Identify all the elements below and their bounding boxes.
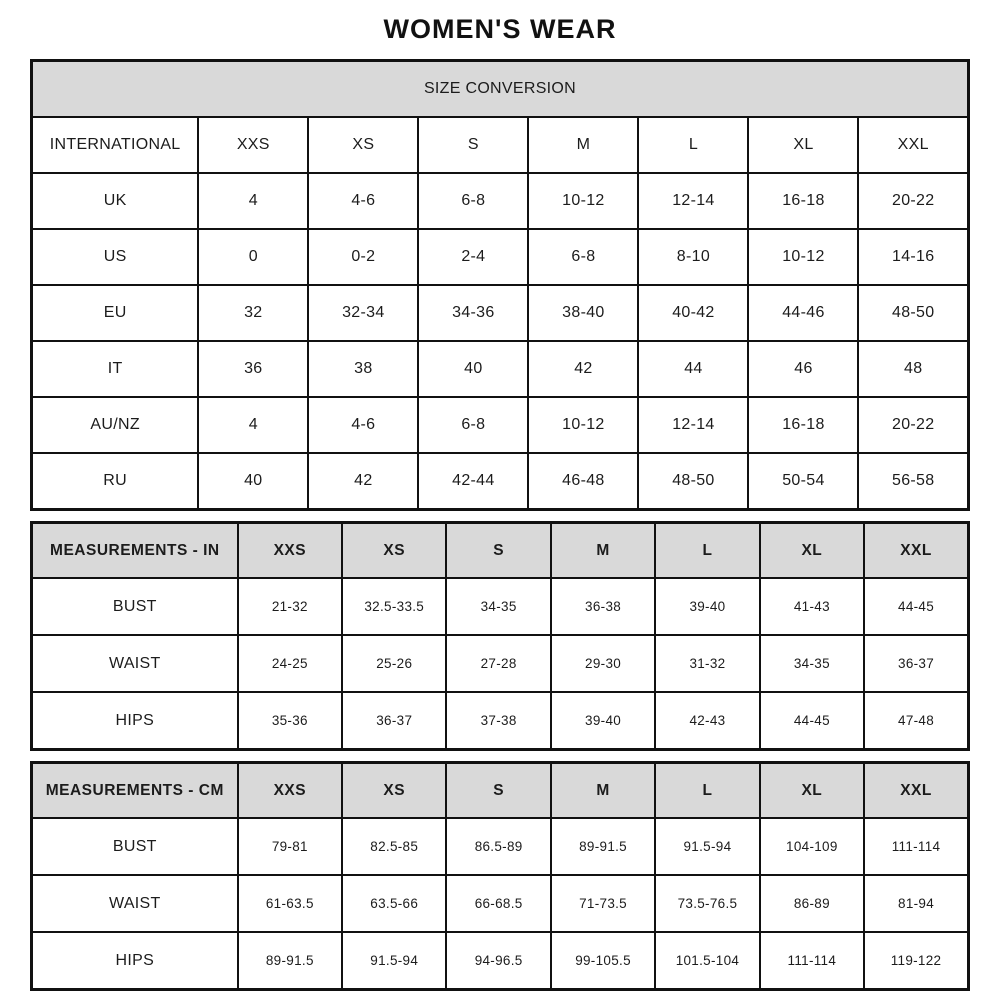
data-cell: 48-50 <box>858 285 968 341</box>
data-cell: 10-12 <box>528 397 638 453</box>
table-row <box>32 818 969 875</box>
column-header: S <box>446 763 550 819</box>
data-cell: 50-54 <box>748 453 858 510</box>
data-cell: 34-35 <box>760 635 864 692</box>
data-cell: 48 <box>858 341 968 397</box>
column-header: XXS <box>198 117 308 173</box>
column-header: XXL <box>858 117 968 173</box>
column-header: XXS <box>238 523 342 579</box>
column-header: L <box>638 117 748 173</box>
row-label: US <box>32 229 199 285</box>
table-row <box>32 285 969 341</box>
data-cell: 42 <box>528 341 638 397</box>
data-cell: 35-36 <box>238 692 342 750</box>
column-header: MEASUREMENTS - IN <box>32 523 238 579</box>
data-cell: 47-48 <box>864 692 968 750</box>
data-cell: 36-38 <box>551 578 655 635</box>
data-cell: 104-109 <box>760 818 864 875</box>
data-cell: 48-50 <box>638 453 748 510</box>
data-cell: 31-32 <box>655 635 759 692</box>
row-label: WAIST <box>32 875 238 932</box>
data-cell: 46 <box>748 341 858 397</box>
measurements-in-header-row <box>32 523 969 579</box>
data-cell: 34-35 <box>446 578 550 635</box>
data-cell: 2-4 <box>418 229 528 285</box>
table-row <box>32 692 969 750</box>
data-cell: 94-96.5 <box>446 932 550 990</box>
data-cell: 20-22 <box>858 397 968 453</box>
column-header: S <box>418 117 528 173</box>
table-row <box>32 578 969 635</box>
table-row <box>32 453 969 510</box>
data-cell: 6-8 <box>418 397 528 453</box>
row-label: UK <box>32 173 199 229</box>
data-cell: 10-12 <box>528 173 638 229</box>
row-label: IT <box>32 341 199 397</box>
column-header: L <box>655 523 759 579</box>
data-cell: 71-73.5 <box>551 875 655 932</box>
column-header: S <box>446 523 550 579</box>
data-cell: 39-40 <box>551 692 655 750</box>
data-cell: 89-91.5 <box>551 818 655 875</box>
column-header: XS <box>308 117 418 173</box>
column-header: XS <box>342 763 446 819</box>
column-header: L <box>655 763 759 819</box>
tables-container <box>30 59 970 991</box>
table-row <box>32 875 969 932</box>
column-header: XL <box>748 117 858 173</box>
column-header: XXL <box>864 763 968 819</box>
data-cell: 44-45 <box>864 578 968 635</box>
data-cell: 42-43 <box>655 692 759 750</box>
data-cell: 99-105.5 <box>551 932 655 990</box>
data-cell: 63.5-66 <box>342 875 446 932</box>
table-row <box>32 341 969 397</box>
data-cell: 4 <box>198 173 308 229</box>
data-cell: 44-45 <box>760 692 864 750</box>
data-cell: 42 <box>308 453 418 510</box>
data-cell: 44-46 <box>748 285 858 341</box>
data-cell: 119-122 <box>864 932 968 990</box>
data-cell: 44 <box>638 341 748 397</box>
column-header: XS <box>342 523 446 579</box>
data-cell: 0 <box>198 229 308 285</box>
table-row <box>32 229 969 285</box>
row-label: BUST <box>32 818 238 875</box>
column-header: XXS <box>238 763 342 819</box>
data-cell: 8-10 <box>638 229 748 285</box>
data-cell: 14-16 <box>858 229 968 285</box>
column-header: MEASUREMENTS - CM <box>32 763 238 819</box>
data-cell: 38-40 <box>528 285 638 341</box>
data-cell: 12-14 <box>638 173 748 229</box>
data-cell: 86.5-89 <box>446 818 550 875</box>
data-cell: 25-26 <box>342 635 446 692</box>
data-cell: 32 <box>198 285 308 341</box>
measurements-cm-table <box>30 761 970 991</box>
data-cell: 6-8 <box>528 229 638 285</box>
data-cell: 34-36 <box>418 285 528 341</box>
data-cell: 29-30 <box>551 635 655 692</box>
column-header: XL <box>760 763 864 819</box>
data-cell: 36 <box>198 341 308 397</box>
data-cell: 36-37 <box>342 692 446 750</box>
measurements-cm-header-row <box>32 763 969 819</box>
column-header: M <box>528 117 638 173</box>
data-cell: 0-2 <box>308 229 418 285</box>
data-cell: 4 <box>198 397 308 453</box>
data-cell: 82.5-85 <box>342 818 446 875</box>
data-cell: 36-37 <box>864 635 968 692</box>
data-cell: 39-40 <box>655 578 759 635</box>
row-label: HIPS <box>32 932 238 990</box>
data-cell: 40 <box>418 341 528 397</box>
data-cell: 16-18 <box>748 173 858 229</box>
column-header: M <box>551 763 655 819</box>
data-cell: 91.5-94 <box>655 818 759 875</box>
row-label: HIPS <box>32 692 238 750</box>
data-cell: 111-114 <box>864 818 968 875</box>
data-cell: 89-91.5 <box>238 932 342 990</box>
data-cell: 10-12 <box>748 229 858 285</box>
measurements-in-table <box>30 521 970 751</box>
page-title: WOMEN'S WEAR <box>383 14 617 44</box>
data-cell: 91.5-94 <box>342 932 446 990</box>
data-cell: 12-14 <box>638 397 748 453</box>
data-cell: 79-81 <box>238 818 342 875</box>
data-cell: 32.5-33.5 <box>342 578 446 635</box>
data-cell: 42-44 <box>418 453 528 510</box>
table-row <box>32 635 969 692</box>
data-cell: 32-34 <box>308 285 418 341</box>
data-cell: 66-68.5 <box>446 875 550 932</box>
data-cell: 81-94 <box>864 875 968 932</box>
data-cell: 40 <box>198 453 308 510</box>
size-conversion-table <box>30 59 970 511</box>
data-cell: 21-32 <box>238 578 342 635</box>
size-conversion-header-row <box>32 117 969 173</box>
size-conversion-banner: SIZE CONVERSION <box>32 61 969 118</box>
data-cell: 86-89 <box>760 875 864 932</box>
data-cell: 27-28 <box>446 635 550 692</box>
data-cell: 20-22 <box>858 173 968 229</box>
data-cell: 73.5-76.5 <box>655 875 759 932</box>
data-cell: 46-48 <box>528 453 638 510</box>
data-cell: 4-6 <box>308 173 418 229</box>
table-row <box>32 932 969 990</box>
data-cell: 37-38 <box>446 692 550 750</box>
column-header: INTERNATIONAL <box>32 117 199 173</box>
column-header: M <box>551 523 655 579</box>
data-cell: 6-8 <box>418 173 528 229</box>
table-row <box>32 397 969 453</box>
table-row <box>32 173 969 229</box>
data-cell: 4-6 <box>308 397 418 453</box>
column-header: XXL <box>864 523 968 579</box>
data-cell: 24-25 <box>238 635 342 692</box>
data-cell: 111-114 <box>760 932 864 990</box>
row-label: BUST <box>32 578 238 635</box>
data-cell: 38 <box>308 341 418 397</box>
data-cell: 16-18 <box>748 397 858 453</box>
row-label: WAIST <box>32 635 238 692</box>
data-cell: 56-58 <box>858 453 968 510</box>
row-label: RU <box>32 453 199 510</box>
data-cell: 41-43 <box>760 578 864 635</box>
row-label: AU/NZ <box>32 397 199 453</box>
row-label: EU <box>32 285 199 341</box>
data-cell: 40-42 <box>638 285 748 341</box>
data-cell: 61-63.5 <box>238 875 342 932</box>
data-cell: 101.5-104 <box>655 932 759 990</box>
column-header: XL <box>760 523 864 579</box>
